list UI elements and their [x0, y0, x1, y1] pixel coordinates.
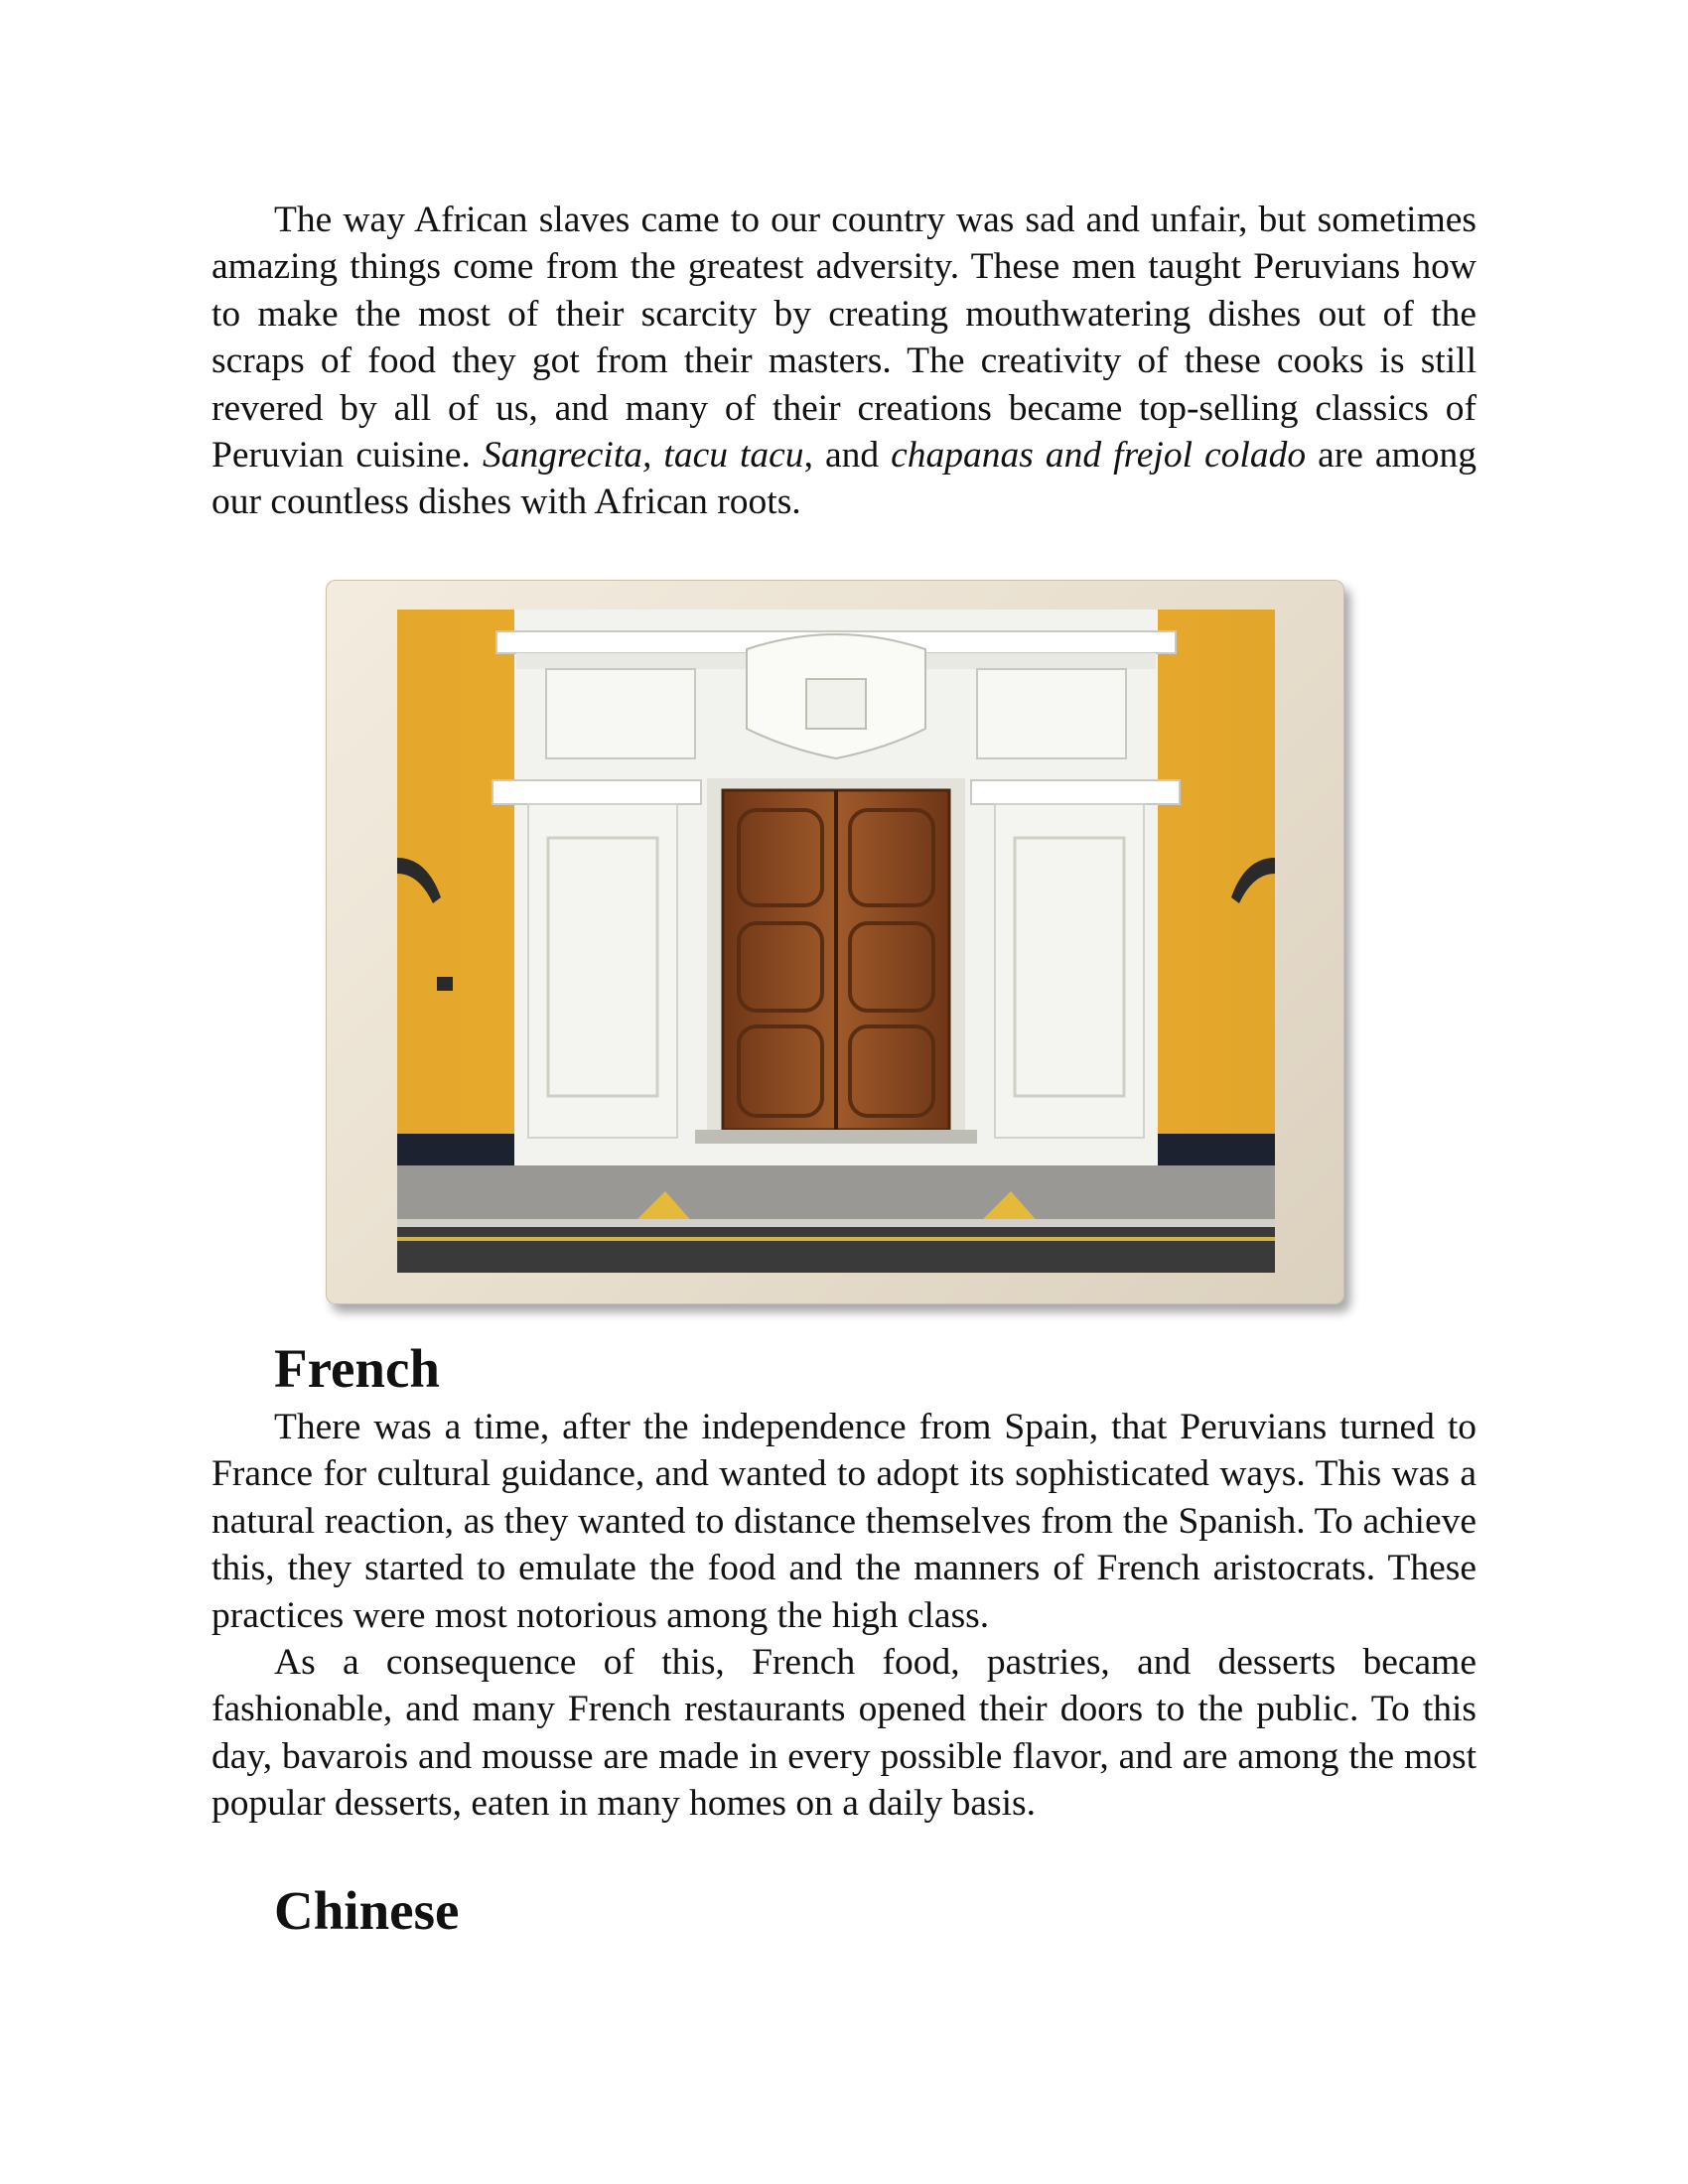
paragraph-text: , and: [803, 435, 892, 477]
photo-frame: [326, 580, 1344, 1304]
section-heading-chinese: Chinese: [274, 1880, 460, 1941]
french-paragraph-1: There was a time, after the independence from Spain, that Peruvians turned to France for cultural guidance, and wanted to adopt its sophisticated ways. This was a natural reaction, as they wanted to distance themselves from the Spanish. To achieve this, they started to emulate the food and the manners of French aristocrats. These practices were most notorious among the high class.: [211, 1407, 1477, 1636]
african-section: [211, 197, 1477, 526]
section-heading-french: French: [274, 1338, 441, 1399]
doorway-illustration: [397, 610, 1275, 1273]
doorway-photo: [397, 610, 1275, 1273]
italic-dish-names: chapanas and frejol colado: [891, 435, 1307, 477]
french-section: [211, 1404, 1477, 1828]
paragraph-text: The way African slaves came to our country was sad and unfair, but sometimes amazing things come from the greatest adversity. These men taught Peruvians how to make the most of their scarcity by creating mouthwatering dishes out of the scraps of food they got from their masters. The creativity of these cooks is still revered by all of us, and many of their creations became top-selling classics of Peruvian cuisine.: [211, 200, 1477, 477]
italic-dish-names: Sangrecita, tacu tacu: [482, 435, 804, 477]
african-paragraph: [211, 197, 1477, 526]
french-paragraph-2: As a consequence of this, French food, pastries, and desserts became fashionable, and many French restaurants opened their doors to the public. To this day, bavarois and mousse are made in every possible flavor, and are among the most popular desserts, eaten in many homes on a daily basis.: [211, 1642, 1477, 1825]
paragraph-text: are among our countless dishes with African roots.: [211, 435, 1477, 523]
